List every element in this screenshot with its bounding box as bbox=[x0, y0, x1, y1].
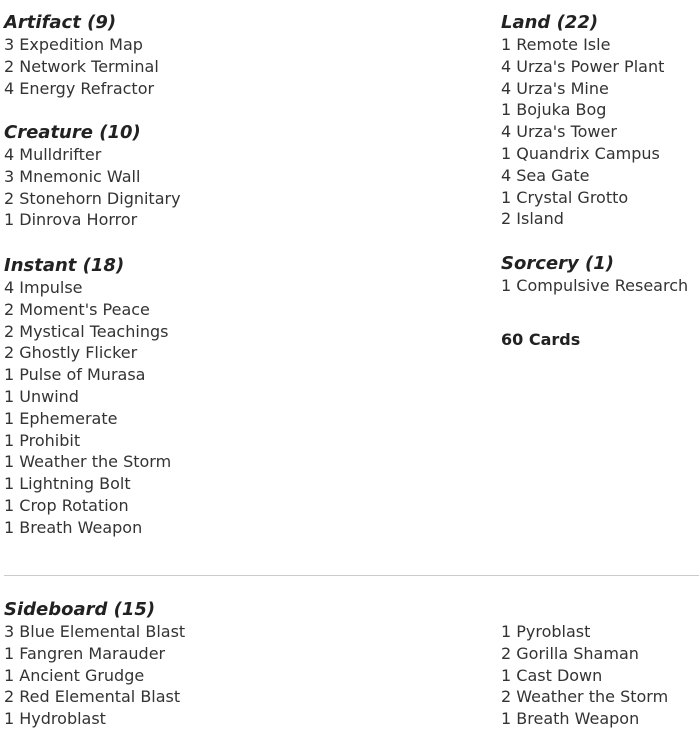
sideboard-card-entry[interactable]: 2 Gorilla Shaman bbox=[501, 643, 639, 663]
creature-heading: Creature (10) bbox=[4, 122, 141, 143]
card-entry[interactable]: 1 Weather the Storm bbox=[4, 452, 172, 472]
card-entry[interactable]: 1 Crystal Grotto bbox=[501, 187, 629, 207]
card-entry[interactable]: 3 Expedition Map bbox=[4, 35, 143, 54]
card-entry[interactable]: 2 Stonehorn Dignitary bbox=[4, 188, 181, 208]
land-section bbox=[501, 12, 664, 230]
card-entry[interactable]: 1 Compulsive Research bbox=[501, 276, 689, 295]
card-entry[interactable]: 4 Urza's Power Plant bbox=[501, 56, 665, 76]
card-entry[interactable]: 4 Urza's Tower bbox=[501, 122, 617, 142]
sideboard-card-entry[interactable]: 2 Weather the Storm bbox=[501, 687, 669, 707]
instant-section bbox=[4, 255, 171, 539]
sideboard-card-entry[interactable]: 1 Breath Weapon bbox=[501, 709, 640, 729]
card-entry[interactable]: 2 Network Terminal bbox=[4, 56, 159, 76]
sideboard-right-column bbox=[501, 621, 668, 730]
card-entry[interactable]: 4 Urza's Mine bbox=[501, 78, 609, 98]
sideboard-card-entry[interactable]: 2 Red Elemental Blast bbox=[4, 687, 181, 707]
card-entry[interactable]: 3 Mnemonic Wall bbox=[4, 166, 141, 186]
sideboard-card-entry[interactable]: 1 Fangren Marauder bbox=[4, 643, 166, 663]
artifact-heading: Artifact (9) bbox=[4, 12, 117, 33]
sideboard-heading: Sideboard (15) bbox=[4, 599, 156, 620]
artifact-section bbox=[4, 12, 159, 99]
card-entry[interactable]: 1 Remote Isle bbox=[501, 35, 611, 54]
sideboard-card-entry[interactable]: 3 Blue Elemental Blast bbox=[4, 622, 186, 641]
sideboard-card-entry[interactable]: 1 Hydroblast bbox=[4, 709, 106, 729]
section-divider bbox=[4, 575, 699, 576]
land-heading: Land (22) bbox=[501, 12, 599, 33]
card-entry[interactable]: 4 Impulse bbox=[4, 278, 83, 297]
card-entry[interactable]: 2 Island bbox=[501, 209, 564, 229]
sideboard-card-entry[interactable]: 1 Pyroblast bbox=[501, 622, 591, 641]
card-entry[interactable]: 1 Ephemerate bbox=[4, 408, 118, 428]
card-entry[interactable]: 1 Prohibit bbox=[4, 430, 81, 450]
card-entry[interactable]: 1 Pulse of Murasa bbox=[4, 365, 146, 385]
card-entry[interactable]: 1 Crop Rotation bbox=[4, 495, 129, 515]
card-entry[interactable]: 4 Energy Refractor bbox=[4, 78, 155, 98]
card-entry[interactable]: 1 Quandrix Campus bbox=[501, 143, 660, 163]
card-entry[interactable]: 2 Mystical Teachings bbox=[4, 321, 169, 341]
card-entry[interactable]: 1 Lightning Bolt bbox=[4, 474, 131, 494]
card-entry[interactable]: 1 Breath Weapon bbox=[4, 517, 143, 537]
card-entry[interactable]: 2 Ghostly Flicker bbox=[4, 343, 138, 363]
sideboard-section bbox=[4, 599, 185, 730]
card-entry[interactable]: 4 Mulldrifter bbox=[4, 145, 102, 164]
card-entry[interactable]: 1 Bojuka Bog bbox=[501, 100, 607, 120]
card-entry[interactable]: 2 Moment's Peace bbox=[4, 299, 150, 319]
card-entry[interactable]: 1 Dinrova Horror bbox=[4, 210, 138, 230]
sideboard-card-entry[interactable]: 1 Cast Down bbox=[501, 665, 603, 685]
sorcery-heading: Sorcery (1) bbox=[501, 253, 614, 274]
card-entry[interactable]: 4 Sea Gate bbox=[501, 165, 590, 185]
total-card-count: 60 Cards bbox=[501, 330, 581, 349]
card-entry[interactable]: 1 Unwind bbox=[4, 386, 79, 406]
creature-section bbox=[4, 122, 181, 231]
sideboard-card-entry[interactable]: 1 Ancient Grudge bbox=[4, 665, 145, 685]
sorcery-section bbox=[501, 253, 688, 297]
instant-heading: Instant (18) bbox=[4, 255, 125, 276]
deck-total bbox=[501, 329, 580, 351]
